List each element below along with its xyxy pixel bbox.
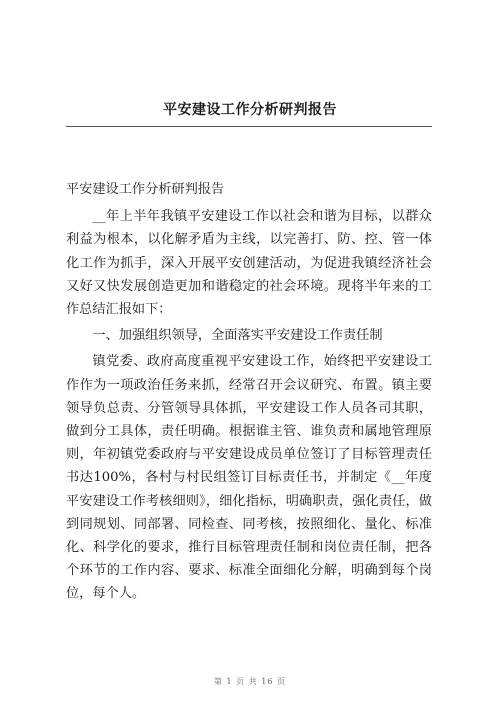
intro-paragraph: __年上半年我镇平安建设工作以社会和谐为目标，以群众利益为根本，以化解矛盾为主线，以完善打、防、控、管一体化工作为抓手，深入开展平安创建活动，为促进我镇经济社会又好又快发展创造更加和谐稳定的社会环境。现将半年来的工作总结汇报如下： — [66, 209, 432, 318]
document-body — [66, 178, 432, 606]
body-heading-line: 平安建设工作分析研判报告 — [66, 182, 225, 197]
page-footer: 第 1 页 共 16 页 — [214, 677, 286, 686]
section-heading: 一、加强组织领导，全面落实平安建设工作责任制 — [92, 328, 383, 344]
title-divider — [66, 126, 432, 127]
section-paragraph: 镇党委、政府高度重视平安建设工作，始终把平安建设工作作为一项政治任务来抓，经常召开会议研究、布置。镇主要领导负总责、分管领导具体抓，平安建设工作人员各司其职，做到分工具体，责任明确。根据谁主管、谁负责和属地管理原则，年初镇党委政府与平安建设成员单位签订了目标管理责任书达100%，各村与村民组签订目标责任书，并制定《__年度平安建设工作考核细则》，细化指标，明确职责，强化责任，做到同规划、同部署、同检查、同考核，按照细化、量化、标准化、科学化的要求，推行目标管理责任制和岗位责任制，把各个环节的工作内容、要求、标准全面细化分解，明确到每个岗位，每个人。 — [66, 354, 432, 602]
page-title: 平安建设工作分析研判报告 — [163, 102, 337, 118]
